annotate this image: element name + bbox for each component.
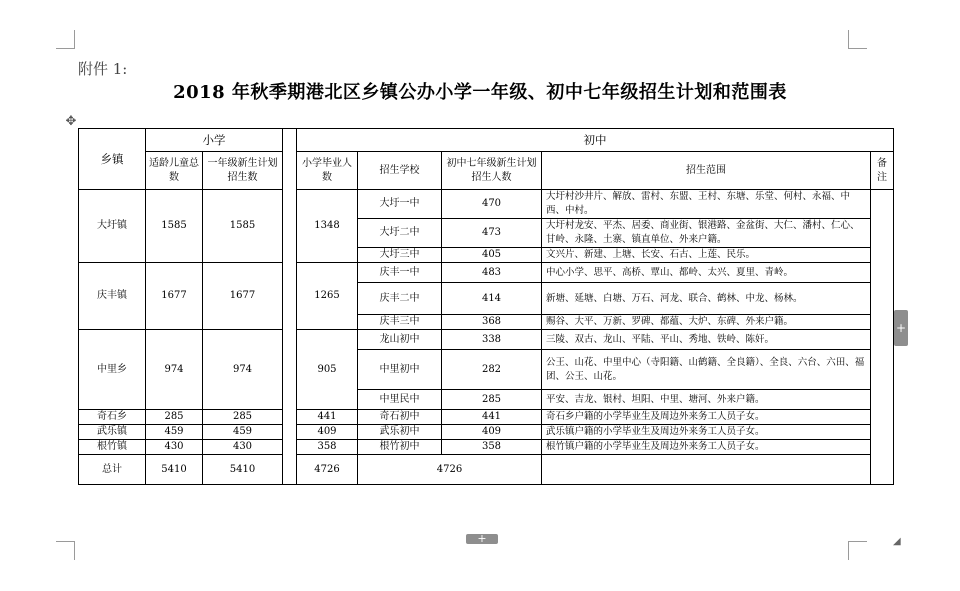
grade7-plan-count: 405 [442, 248, 542, 263]
grade1-plan-count: 974 [203, 330, 283, 410]
header-township: 乡镇 [79, 129, 146, 190]
grade1-plan-count: 430 [203, 440, 283, 455]
table-gap [283, 425, 297, 440]
enrollment-range: 中心小学、思平、高桥、覃山、都岭、太兴、夏里、青岭。 [542, 263, 871, 283]
header-primary-group: 小学 [146, 129, 283, 152]
primary-graduates-count: 441 [297, 410, 358, 425]
table-gap [283, 330, 297, 410]
enrollment-range: 根竹镇户籍的小学毕业生及周边外来务工人员子女。 [542, 440, 871, 455]
town-name: 根竹镇 [79, 440, 146, 455]
table-row [79, 330, 894, 350]
primary-graduates-count: 905 [297, 330, 358, 410]
header-middle-group: 初中 [297, 129, 894, 152]
enrollment-range: 三陵、双古、龙山、平陆、平山、秀地、铁岭、陈奸。 [542, 330, 871, 350]
enrollment-range: 赐谷、大平、万新、罗碑、都蕴、大炉、东碑、外来户籍。 [542, 315, 871, 330]
total-range-empty [542, 455, 871, 485]
grade7-plan-count: 409 [442, 425, 542, 440]
school-name: 庆丰三中 [358, 315, 442, 330]
header-grade7-plan: 初中七年级新生计划招生人数 [442, 152, 542, 190]
age-children-count: 1677 [146, 263, 203, 330]
page-title: 2018 年秋季期港北区乡镇公办小学一年级、初中七年级招生计划和范围表 [173, 82, 787, 103]
age-children-count: 974 [146, 330, 203, 410]
table-row [79, 190, 894, 219]
primary-graduates-count: 1348 [297, 190, 358, 263]
attachment-label: 附件 1: [78, 60, 128, 78]
town-name: 大圩镇 [79, 190, 146, 263]
table-move-handle-icon[interactable]: ✥ [65, 114, 77, 129]
primary-graduates-count: 1265 [297, 263, 358, 330]
table-row [79, 410, 894, 425]
school-name: 大圩二中 [358, 219, 442, 248]
table-gap [283, 152, 297, 190]
remarks-cell [871, 190, 894, 485]
grade1-plan-count: 1677 [203, 263, 283, 330]
header-school: 招生学校 [358, 152, 442, 190]
table-resize-handle-icon[interactable]: ◢ [893, 536, 901, 547]
enrollment-range: 武乐镇户籍的小学毕业生及周边外来务工人员子女。 [542, 425, 871, 440]
town-name: 奇石乡 [79, 410, 146, 425]
enrollment-range: 大圩村沙井片、解放、雷村、东盟、王村、东塘、乐堂、何村、永福、中西、中村。 [542, 190, 871, 219]
grade7-plan-count: 473 [442, 219, 542, 248]
total-graduates: 4726 [297, 455, 358, 485]
grade7-plan-count: 285 [442, 390, 542, 410]
enrollment-range: 奇石乡户籍的小学毕业生及周边外来务工人员子女。 [542, 410, 871, 425]
header-remarks: 备注 [871, 152, 894, 190]
school-name: 大圩一中 [358, 190, 442, 219]
grade7-plan-count: 282 [442, 350, 542, 390]
table-gap [283, 263, 297, 330]
grade7-plan-count: 358 [442, 440, 542, 455]
enrollment-plan-table [78, 128, 894, 485]
enrollment-range: 平安、吉龙、银村、坦阳、中里、塘河、外来户籍。 [542, 390, 871, 410]
age-children-count: 1585 [146, 190, 203, 263]
table-gap [283, 440, 297, 455]
total-row [79, 455, 894, 485]
school-name: 武乐初中 [358, 425, 442, 440]
total-age-children: 5410 [146, 455, 203, 485]
add-row-tab[interactable]: + [466, 534, 498, 544]
town-name: 武乐镇 [79, 425, 146, 440]
table-gap [283, 455, 297, 485]
table-gap [283, 129, 297, 152]
grade7-plan-count: 414 [442, 283, 542, 315]
school-name: 庆丰二中 [358, 283, 442, 315]
enrollment-range: 文兴片、新建、上塘、长安、石古、上莲、民乐。 [542, 248, 871, 263]
school-name: 大圩三中 [358, 248, 442, 263]
crop-mark-bottom-right [848, 541, 867, 560]
total-grade7-plan: 4726 [358, 455, 542, 485]
age-children-count: 285 [146, 410, 203, 425]
total-grade1-plan: 5410 [203, 455, 283, 485]
table-gap [283, 410, 297, 425]
enrollment-range: 大圩村龙安、平杰、居委、商业街、银港路、金盆街、大仁、潘村、仁心、甘岭、永隆、土寨、镇直单位、外来户籍。 [542, 219, 871, 248]
grade7-plan-count: 441 [442, 410, 542, 425]
school-name: 龙山初中 [358, 330, 442, 350]
table-gap [283, 190, 297, 263]
grade1-plan-count: 285 [203, 410, 283, 425]
grade7-plan-count: 483 [442, 263, 542, 283]
crop-mark-top-right [848, 30, 867, 49]
primary-graduates-count: 358 [297, 440, 358, 455]
grade7-plan-count: 368 [442, 315, 542, 330]
grade7-plan-count: 470 [442, 190, 542, 219]
school-name: 根竹初中 [358, 440, 442, 455]
header-primary-graduates: 小学毕业人数 [297, 152, 358, 190]
school-name: 中里民中 [358, 390, 442, 410]
town-name: 中里乡 [79, 330, 146, 410]
crop-mark-top-left [56, 30, 75, 49]
grade1-plan-count: 1585 [203, 190, 283, 263]
side-expand-tab[interactable]: + [894, 310, 908, 346]
grade7-plan-count: 338 [442, 330, 542, 350]
primary-graduates-count: 409 [297, 425, 358, 440]
header-age-children: 适龄儿童总数 [146, 152, 203, 190]
crop-mark-bottom-left [56, 541, 75, 560]
total-label: 总计 [79, 455, 146, 485]
school-name: 庆丰一中 [358, 263, 442, 283]
enrollment-range: 新塘、延塘、白塘、万石、河龙、联合、鹤林、中龙、杨林。 [542, 283, 871, 315]
enrollment-range: 公王、山花、中里中心（寺阳籍、山鹤籍、全良籍）、全良、六台、六田、福团、公王、山花。 [542, 350, 871, 390]
table-row [79, 263, 894, 283]
school-name: 奇石初中 [358, 410, 442, 425]
header-range: 招生范围 [542, 152, 871, 190]
age-children-count: 459 [146, 425, 203, 440]
table-row [79, 425, 894, 440]
age-children-count: 430 [146, 440, 203, 455]
town-name: 庆丰镇 [79, 263, 146, 330]
header-grade1-plan: 一年级新生计划招生数 [203, 152, 283, 190]
grade1-plan-count: 459 [203, 425, 283, 440]
table-row [79, 440, 894, 455]
school-name: 中里初中 [358, 350, 442, 390]
